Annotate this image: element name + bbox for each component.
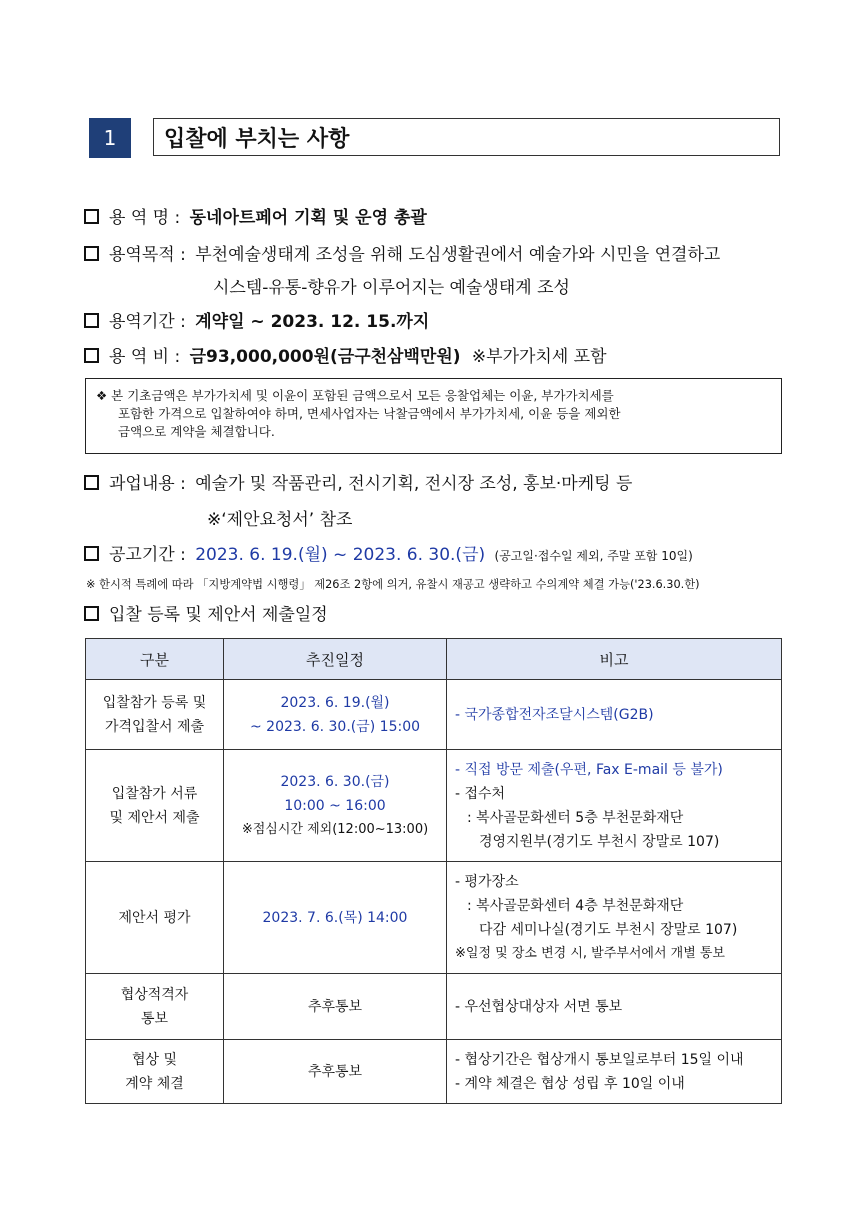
item-value: 계약일 ~ 2023. 12. 15.까지: [195, 312, 430, 332]
cell-date: [224, 680, 447, 750]
table-header-row: [86, 639, 782, 680]
cell-line: 협상 및: [131, 1051, 178, 1068]
cell-date: [224, 974, 447, 1040]
announce-note: (공고일·접수일 제외, 주말 포함 10일): [494, 549, 693, 563]
cell-note: [447, 974, 782, 1040]
cell-line: 계약 체결: [125, 1075, 184, 1092]
purpose-line2: 시스템-유통-향유가 이루어지는 예술생태계 조성: [213, 278, 570, 298]
item-label: 용역기간 :: [109, 312, 186, 332]
table-row: [86, 1040, 782, 1104]
item-purpose: [84, 240, 720, 265]
item-value: 예술가 및 작품관리, 전시기획, 전시장 조성, 홍보·마케팅 등: [195, 474, 633, 494]
cell-line: : 복사골문화센터 5층 부천문화재단: [467, 809, 684, 826]
cell-line: 및 제안서 제출: [109, 809, 200, 826]
notice-line: ❖ 본 기초금액은 부가가치세 및 이윤이 포함된 금액으로서 모든 응찰업체는 이윤, 부가가치세를: [96, 388, 614, 403]
cell-line: 추후통보: [307, 998, 363, 1015]
item-label: 과업내용 :: [109, 474, 186, 494]
checkbox-square-icon: [84, 606, 99, 621]
schedule-heading-text: 입찰 등록 및 제안서 제출일정: [109, 605, 328, 625]
cell-date: [224, 750, 447, 862]
item-label: 용역목적 :: [109, 245, 186, 265]
item-label: 용 역 명 :: [109, 208, 181, 228]
section-number: 1: [89, 118, 131, 158]
item-period: [84, 307, 429, 332]
cell-line: - 직접 방문 제출(우편, Fax E-mail 등 불가): [455, 761, 723, 778]
cell-line: - 국가종합전자조달시스템(G2B): [455, 706, 654, 723]
item-value: 동네아트페어 기획 및 운영 총괄: [189, 208, 427, 228]
tasks-ref: ※‘제안요청서’ 참조: [207, 510, 353, 530]
item-cost: [84, 342, 607, 367]
table-row: [86, 750, 782, 862]
section-title: 입찰에 부치는 사항: [153, 118, 780, 156]
header-date: 추진일정: [224, 639, 447, 680]
notice-box: [85, 378, 782, 454]
table-row: [86, 680, 782, 750]
schedule-table: [85, 638, 782, 1104]
cell-line: 2023. 6. 30.(금): [280, 773, 390, 790]
notice-line: 포함한 가격으로 입찰하여야 하며, 면세사업자는 낙찰금액에서 부가가치세, 이윤 등을 제외한: [118, 406, 621, 421]
item-tasks: [84, 469, 632, 494]
cell-line: 2023. 6. 19.(월): [280, 694, 390, 711]
cell-line: 협상적격자: [120, 986, 189, 1003]
cell-line: 경영지원부(경기도 부천시 장말로 107): [479, 833, 720, 850]
cell-line: 가격입찰서 제출: [104, 718, 205, 735]
checkbox-square-icon: [84, 348, 99, 363]
cell-cat: [86, 1040, 224, 1104]
cell-line: 2023. 7. 6.(목) 14:00: [262, 909, 408, 926]
special-note: ※ 한시적 특례에 따라 「지방계약법 시행령」 제26조 2항에 의거, 유찰시 재공고 생략하고 수의계약 체결 가능('23.6.30.한): [86, 578, 700, 591]
table-row: [86, 974, 782, 1040]
cell-line: : 복사골문화센터 4층 부천문화재단: [467, 897, 684, 914]
cell-line: 입찰참가 서류: [111, 785, 198, 802]
announce-dates: 2023. 6. 19.(월) ~ 2023. 6. 30.(금): [195, 545, 486, 565]
cell-line: ※일정 및 장소 변경 시, 발주부서에서 개별 통보: [455, 945, 725, 961]
item-value: 금93,000,000원(금구천삼백만원): [189, 347, 461, 367]
cell-line: 추후통보: [307, 1063, 363, 1080]
cell-line: - 계약 체결은 협상 성립 후 10일 이내: [455, 1075, 685, 1092]
cell-line: 제안서 평가: [118, 909, 191, 926]
item-name: [84, 203, 427, 228]
cell-line: 입찰참가 등록 및: [102, 694, 207, 711]
item-announce: [84, 540, 693, 565]
cell-line: ※점심시간 제외(12:00~13:00): [241, 821, 429, 837]
item-value: 부천예술생태계 조성을 위해 도심생활권에서 예술가와 시민을 연결하고: [195, 245, 721, 265]
cell-line: - 평가장소: [455, 873, 519, 890]
header-cat: 구분: [86, 639, 224, 680]
cell-cat: [86, 862, 224, 974]
cell-cat: [86, 680, 224, 750]
checkbox-square-icon: [84, 475, 99, 490]
table-row: [86, 862, 782, 974]
item-label: 공고기간 :: [109, 545, 186, 565]
cell-line: 통보: [140, 1010, 169, 1027]
cell-cat: [86, 974, 224, 1040]
cell-note: [447, 862, 782, 974]
cell-line: - 협상기간은 협상개시 통보일로부터 15일 이내: [455, 1051, 744, 1068]
cell-line: 10:00 ~ 16:00: [284, 797, 386, 814]
cell-line: ~ 2023. 6. 30.(금) 15:00: [249, 718, 421, 735]
cell-note: [447, 680, 782, 750]
checkbox-square-icon: [84, 313, 99, 328]
item-label: 용 역 비 :: [109, 347, 181, 367]
checkbox-square-icon: [84, 209, 99, 224]
cell-note: [447, 1040, 782, 1104]
cell-cat: [86, 750, 224, 862]
item-note: ※부가가치세 포함: [471, 347, 607, 367]
schedule-heading: [84, 600, 328, 625]
cell-line: 다감 세미나실(경기도 부천시 장말로 107): [479, 921, 738, 938]
cell-date: [224, 862, 447, 974]
cell-line: - 우선협상대상자 서면 통보: [455, 998, 623, 1015]
header-note: 비고: [447, 639, 782, 680]
cell-date: [224, 1040, 447, 1104]
cell-line: - 접수처: [455, 785, 506, 802]
cell-note: [447, 750, 782, 862]
notice-line: 금액으로 계약을 체결합니다.: [118, 424, 275, 439]
checkbox-square-icon: [84, 546, 99, 561]
checkbox-square-icon: [84, 246, 99, 261]
